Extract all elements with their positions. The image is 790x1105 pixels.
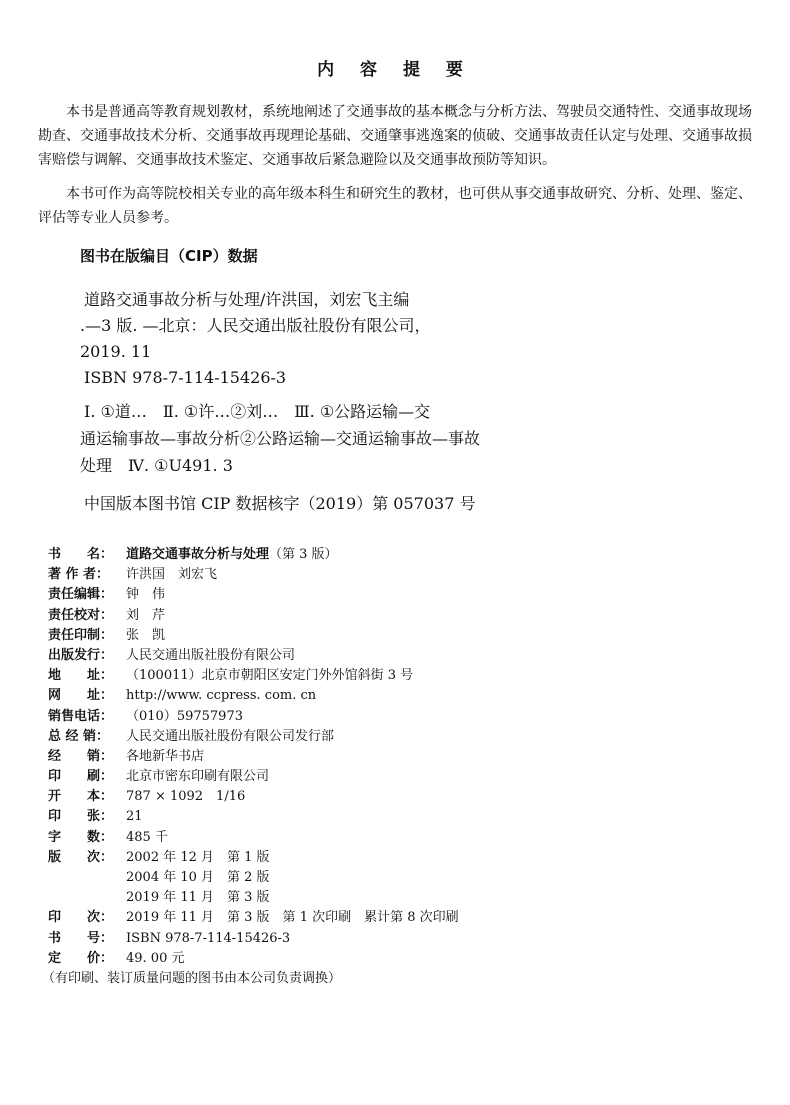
meta-value: 2004 年 10 月 第 2 版 <box>126 870 270 885</box>
book-title: 道路交通事故分析与处理 <box>126 547 270 562</box>
meta-row-word-count <box>48 828 459 848</box>
meta-row-proofreader <box>48 606 459 626</box>
meta-value: ISBN 978-7-114-15426-3 <box>126 930 291 946</box>
meta-label: 责任编辑： <box>48 587 114 603</box>
meta-row-impression <box>48 908 459 928</box>
summary-title: 内 容 提 要 <box>317 60 473 80</box>
meta-value: 485 千 <box>126 829 168 845</box>
meta-value: 2019 年 11 月 第 3 版 <box>126 890 270 906</box>
cip-line: .—3 版. —北京：人民交通出版社股份有限公司， <box>80 316 431 335</box>
summary-paragraph-1: 本书是普通高等教育规划教材，系统地阐述了交通事故的基本概念与分析方法、驾驶员交通特性、交通事故现场勘查、交通事故技术分析、交通事故再现理论基础、交通肇事逃逸案的侦破、交通事故责任认定与处理、交通事故损害赔偿与调解、交通事故技术鉴定、交通事故后紧急避险以及交通事故预防等知识。 <box>38 104 752 168</box>
book-edition: （第 3 版） <box>269 547 338 562</box>
meta-value: 49. 00 元 <box>126 950 185 966</box>
meta-label: 经 销： <box>48 748 114 764</box>
meta-value: 许洪国 刘宏飞 <box>126 567 218 583</box>
meta-label: 网 址： <box>48 688 114 704</box>
meta-label: 书 号： <box>48 930 114 946</box>
copyright-info <box>42 545 459 989</box>
meta-row-price <box>48 949 459 969</box>
meta-row-sales-phone <box>48 707 459 727</box>
meta-label: 书 名： <box>48 547 114 562</box>
cip-line: ISBN 978-7-114-15426-3 <box>84 368 287 387</box>
meta-row-address <box>48 666 459 686</box>
meta-row-edition <box>48 868 459 888</box>
meta-label: 著 作 者： <box>48 567 110 583</box>
meta-label: 责任校对： <box>48 607 114 623</box>
meta-value: 张 凯 <box>126 627 166 643</box>
meta-value: 人民交通出版社股份有限公司发行部 <box>126 728 335 744</box>
meta-label: 总 经 销： <box>48 728 110 744</box>
quality-note: （有印刷、装订质量问题的图书由本公司负责调换） <box>42 970 342 986</box>
meta-value: （100011）北京市朝阳区安定门外外馆斜街 3 号 <box>126 668 414 684</box>
cip-line: Ⅰ. ①道… Ⅱ. ①许…②刘… Ⅲ. ①公路运输—交 <box>84 402 431 421</box>
meta-row-edition <box>48 848 459 868</box>
meta-row-distributor <box>48 727 459 747</box>
meta-value: 北京市密东印刷有限公司 <box>126 769 270 785</box>
meta-row-format <box>48 787 459 807</box>
meta-label: 字 数： <box>48 829 114 845</box>
meta-label: 销售电话： <box>48 708 114 724</box>
meta-value: 2002 年 12 月 第 1 版 <box>126 849 270 865</box>
meta-label: 开 本： <box>48 789 114 805</box>
meta-row-sheets <box>48 807 459 827</box>
meta-label: 版 次： <box>48 849 114 865</box>
meta-row-edition <box>48 888 459 908</box>
cip-line: 2019. 11 <box>80 342 152 361</box>
meta-label: 出版发行： <box>48 647 114 663</box>
meta-value: 21 <box>126 809 143 825</box>
cip-number: 中国版本图书馆 CIP 数据核字（2019）第 057037 号 <box>84 494 476 513</box>
meta-value: 2019 年 11 月 第 3 版 第 1 次印刷 累计第 8 次印刷 <box>126 910 459 926</box>
meta-value: 各地新华书店 <box>126 748 205 764</box>
cip-line: 通运输事故—事故分析②公路运输—交通运输事故—事故 <box>80 429 481 448</box>
meta-row-publisher <box>48 646 459 666</box>
meta-label: 印 次： <box>48 910 114 926</box>
meta-row-website <box>48 686 459 706</box>
meta-row-retailer <box>48 747 459 767</box>
meta-row-title <box>48 545 459 565</box>
cip-line: 处理 Ⅳ. ①U491. 3 <box>80 456 233 475</box>
meta-label: 印 张： <box>48 809 114 825</box>
meta-row-editor <box>48 585 459 605</box>
meta-label: 责任印制： <box>48 627 114 643</box>
meta-row-print-manager <box>48 626 459 646</box>
summary-paragraph-2: 本书可作为高等院校相关专业的高年级本科生和研究生的教材，也可供从事交通事故研究、分析、处理、鉴定、评估等专业人员参考。 <box>38 186 752 226</box>
meta-value: http://www. ccpress. com. cn <box>126 688 317 704</box>
meta-value: 人民交通出版社股份有限公司 <box>126 647 296 663</box>
meta-label: 定 价： <box>48 950 114 966</box>
meta-label: 印 刷： <box>48 769 114 785</box>
meta-label: 地 址： <box>48 668 114 684</box>
meta-row-author <box>48 565 459 585</box>
meta-row-isbn <box>48 929 459 949</box>
meta-value: （010）59757973 <box>126 708 243 724</box>
meta-value: 钟 伟 <box>126 587 166 603</box>
cip-heading: 图书在版编目（CIP）数据 <box>80 247 258 265</box>
meta-value: 787 × 1092 1/16 <box>126 789 246 805</box>
cip-line: 道路交通事故分析与处理/许洪国，刘宏飞主编 <box>84 290 410 309</box>
meta-row-printer <box>48 767 459 787</box>
meta-value: 刘 芹 <box>126 607 166 623</box>
